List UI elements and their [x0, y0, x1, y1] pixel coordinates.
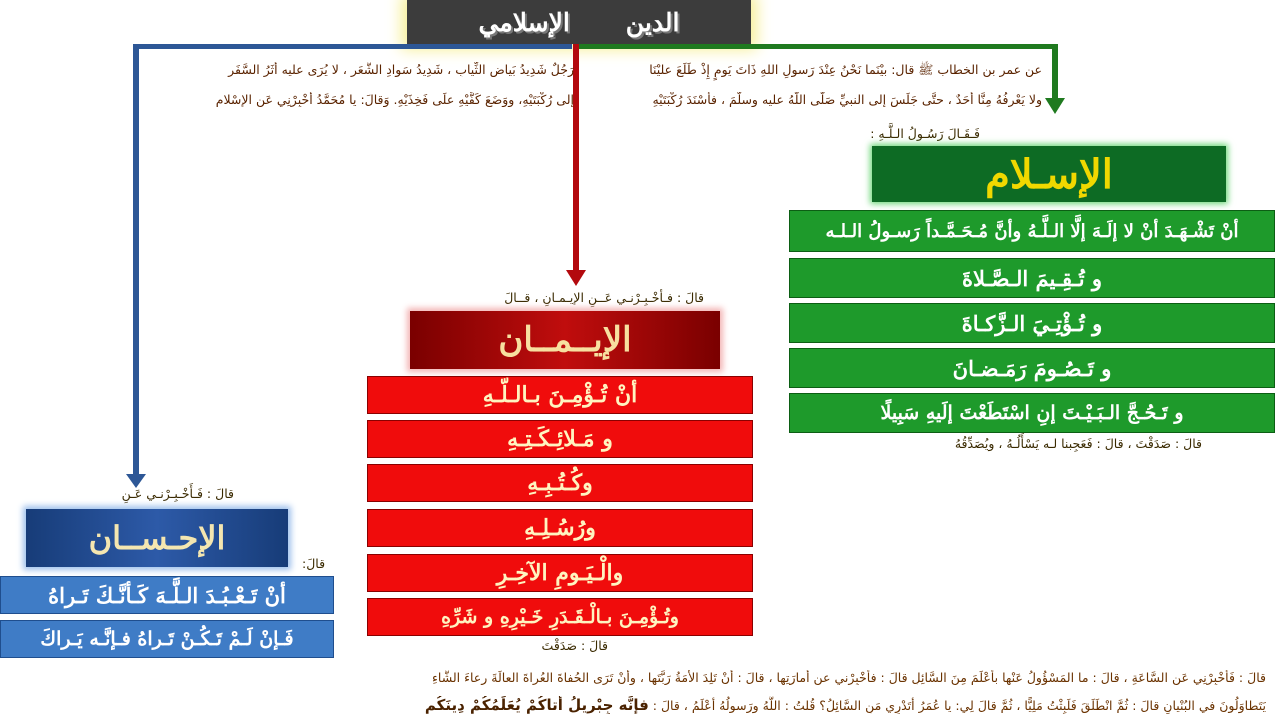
islam-outro: قالَ : صَدَقْتَ ، قالَ : فَعَجِبنا لـه يَسْأَلُـهُ ، ويُصَدِّقُهُ: [954, 436, 1202, 451]
iman-outro: قالَ : صَدَقْتَ: [541, 638, 608, 653]
title-word-2: الإسلامي: [478, 7, 570, 37]
iman-item-5: والْـيَـومِ الآخِـرِ: [367, 554, 753, 592]
iman-header-label: الإيــمــان: [498, 320, 632, 360]
connector-ihsan-vertical: [133, 44, 139, 476]
iman-item-4: ورُسُـلِـهِ: [367, 509, 753, 547]
connector-iman-vertical: [573, 44, 579, 272]
ihsan-item-2: فَـإنْ لَـمْ تَـكُـنْ تَـراهُ فـإنَّـه يَـراكَ: [0, 620, 334, 658]
hadith-outro-line2-bold: فإنَّه جِبْرِيلُ أتاكُمْ يُعَلِّمُكُمْ دِينَكُم: [424, 696, 649, 714]
ihsan-header-label: الإحـســان: [88, 519, 226, 557]
iman-item-2: و مَـلائِـكَـتِـهِ: [367, 420, 753, 458]
iman-intro: قالَ : فـأخْـبِـرْنـي عَــنِ الإيـمـانِ ، قــالَ: [504, 290, 704, 305]
islam-intro: فَـقَـالَ رَسُـولُ الـلَّـهِ :: [870, 126, 980, 141]
iman-item-3: وكُـتُـبِـهِ: [367, 464, 753, 502]
islam-item-2: و تُـقِـيمَ الـصَّـلاةَ: [789, 258, 1275, 298]
islam-item-4: و تَـصُـومَ رَمَـضـانَ: [789, 348, 1275, 388]
ihsan-said: قالَ:: [302, 556, 326, 571]
arrow-iman: [566, 270, 586, 286]
main-title-box: [407, 0, 751, 44]
hadith-intro-line1-right: عن عمر بن الخطاب ﷺ قال: بيْنَما نَحْنُ عِنْدَ رَسولِ اللهِ ذَاتَ يَومٍ إِذْ طَلَعَ عليْنَا: [649, 62, 1042, 77]
islam-item-1: أنْ تَشْـهَـدَ أنْ لا إلَـهَ إلَّا الـلَّـهُ وأنَّ مُـحَـمَّـداً رَسـولُ الـلـه: [789, 210, 1275, 252]
arrow-islam: [1045, 98, 1065, 114]
hadith-outro-line1: قالَ : فَأخْبِرْنِي عَنِ السَّاعَةِ ، قالَ : ما المَسْؤُولُ عَنْها بأَعْلَمَ مِنَ السَّائِلِ قالَ : فأخْبِرْني عن أمارَتِها ، قالَ : أنْ تَلِدَ الأمَةُ رَبَّتَها ، وأنْ تَرَى الحُفاةَ العُراةَ العالَةَ رِعاءَ الشَّاءِ: [432, 670, 1266, 685]
islam-item-3: و تُـؤْتِـيَ الـزَّكـاةَ: [789, 303, 1275, 343]
hadith-intro-line2-right: ولا يَعْرِفُهُ مِنَّا أحَدٌ ، حتَّى جَلَسَ إلى النبيِّ صَلَّى اللَّهُ عليه وسلَّمَ ، فأسْنَدَ رُكْبَتَيْهِ: [652, 92, 1042, 107]
ihsan-header: [26, 509, 288, 567]
islam-header-label: الإسـلام: [985, 150, 1113, 198]
connector-ihsan-horizontal: [136, 44, 572, 49]
iman-item-6: وتُـؤْمِـنَ بـالْـقَـدَرِ خَـيْرِهِ و شَرِّهِ: [367, 598, 753, 636]
hadith-outro-line2-text: يَتَطاوَلُونَ في البُنْيانِ قالَ : ثُمَّ انْطَلَقَ فَلَبِثْتُ مَلِيًّا ، ثُمَّ قالَ لِي: يا عُمَرُ أتَدْرِي مَنِ السَّائِلُ؟ قُلتُ : اللَّهُ ورَسولُهُ أعْلَمُ ، قالَ :: [652, 698, 1266, 713]
ihsan-item-1: أنْ تَـعْـبُـدَ الـلَّـهَ كَـأنَّـكَ تَـراهُ: [0, 576, 334, 614]
title-word-1: الدين: [625, 7, 680, 37]
ihsan-intro: قالَ : فَـأَخْـبِـرْنـي عَـنِ: [121, 486, 234, 501]
hadith-intro-line1-left: رَجُلٌ شَدِيدُ بَياضِ الثِّيابِ ، شَدِيدُ سَوادِ الشَّعَرِ ، لا يُرَى عليه أثَرُ السَّفَرِ: [228, 62, 574, 77]
islam-header: [872, 146, 1226, 202]
iman-item-1: أنْ تُـؤْمِـنَ بـالـلّـهِ: [367, 376, 753, 414]
hadith-intro-line2-left: إلى رُكْبَتَيْهِ، ووَضَعَ كَفَّيْهِ علَى فَخِذَيْهِ. وَقالَ: يا مُحَمَّدُ أخْبِرْنِي عَنِ الإسْلامِ: [215, 92, 574, 107]
connector-islam-horizontal: [579, 44, 1058, 49]
connector-islam-vertical: [1052, 44, 1058, 100]
islam-item-5: و تَـحُـجَّ الـبَـيْـتَ إنِ اسْتَطَعْتَ إلَيهِ سَبِيلًا: [789, 393, 1275, 433]
iman-header: [410, 311, 720, 369]
hadith-outro-line2: [14, 696, 1266, 714]
